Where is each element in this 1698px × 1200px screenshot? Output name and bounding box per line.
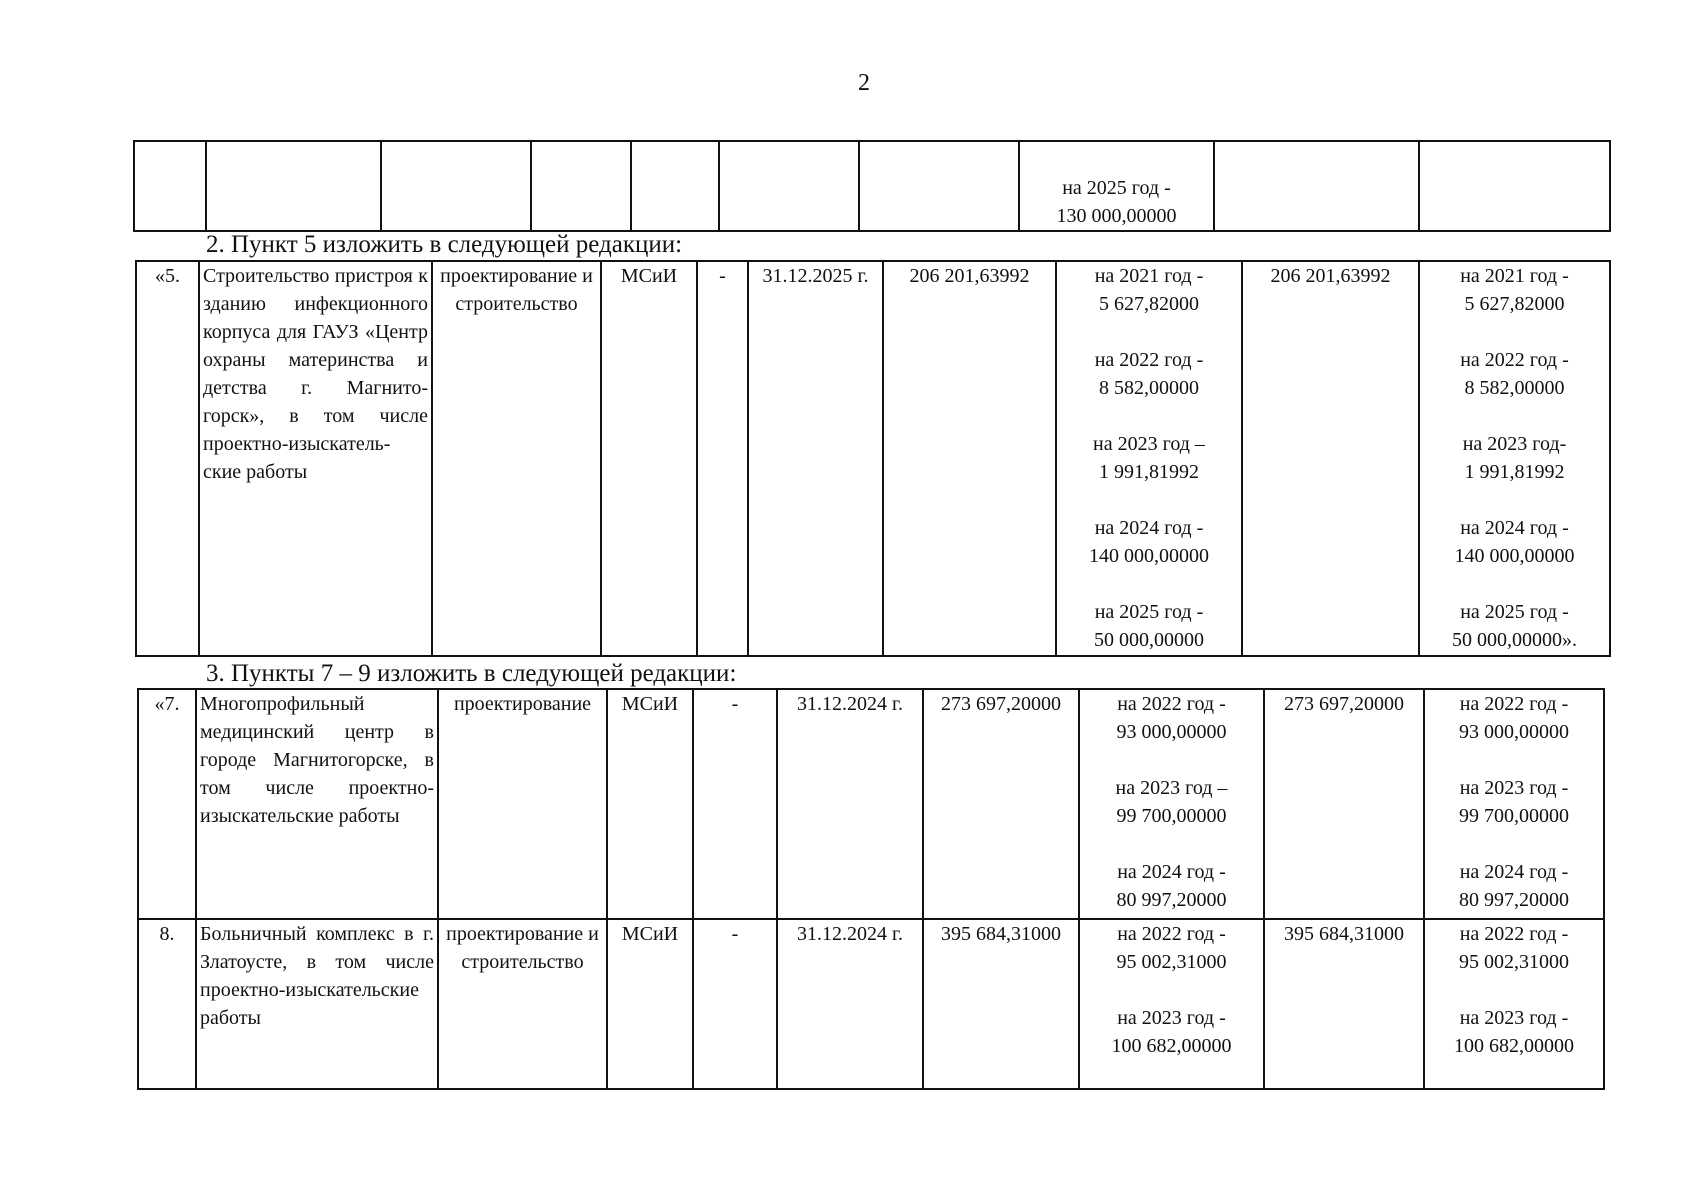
items-7-8-table [137, 688, 1605, 1090]
cost-by-year [1056, 261, 1242, 656]
estimated-cost: 206 201,63992 [883, 261, 1056, 656]
continuation-table [133, 140, 1611, 232]
item-number: «7. [138, 689, 196, 919]
work-type: проектирование и строительство [438, 919, 607, 1089]
year-label: на 2024 год - [1459, 861, 1569, 883]
customer: МСиИ [601, 261, 697, 656]
year-label: на 2024 год - [1117, 861, 1226, 883]
item-number: 8. [138, 919, 196, 1089]
year-label: на 2022 год - [1117, 923, 1226, 945]
deadline: 31.12.2024 г. [777, 689, 923, 919]
year-value: 8 582,00000 [1099, 377, 1199, 399]
year-label: на 2022 год - [1459, 693, 1569, 715]
year-label: на 2021 год - [1094, 265, 1204, 287]
year-label: на 2022 год - [1094, 349, 1204, 371]
year-label: на 2023 год- [1462, 433, 1567, 455]
customer: МСиИ [607, 689, 693, 919]
year-label: на 2025 год - [1460, 601, 1569, 623]
table-row [136, 261, 1610, 656]
year-label: на 2023 год - [1117, 1007, 1226, 1029]
funding-by-year [1424, 689, 1604, 919]
year-label: на 2023 год – [1093, 433, 1205, 455]
year-value: 1 991,81992 [1099, 461, 1199, 483]
year-label: на 2021 год - [1460, 265, 1569, 287]
year-value: 50 000,00000 [1094, 629, 1204, 651]
year-value: 8 582,00000 [1464, 377, 1565, 399]
year-label: на 2024 год - [1094, 517, 1204, 539]
paragraph-2-heading: 2. Пункт 5 изложить в следующей редакции: [206, 231, 683, 258]
funding-by-year [1419, 261, 1610, 656]
year-value: 95 002,31000 [1116, 951, 1227, 973]
year-value: 1 991,81992 [1464, 461, 1565, 483]
table-row [134, 141, 1610, 231]
year-value: 140 000,00000 [1089, 545, 1209, 567]
year-value: 93 000,00000 [1459, 721, 1569, 743]
year-value: 50 000,00000». [1452, 629, 1577, 651]
work-type: проектирование [438, 689, 607, 919]
year-value: 5 627,82000 [1464, 293, 1565, 315]
year-value: 100 682,00000 [1454, 1035, 1574, 1057]
year-value: 80 997,20000 [1116, 889, 1227, 911]
year-value: 93 000,00000 [1116, 721, 1227, 743]
work-type: проектирование и строительство [432, 261, 601, 656]
item-5-table [135, 260, 1611, 657]
year-label: на 2023 год – [1115, 777, 1228, 799]
year-label: на 2025 год - [1094, 601, 1204, 623]
funding-by-year [1424, 919, 1604, 1089]
year-value: 100 682,00000 [1111, 1035, 1232, 1057]
deadline: 31.12.2024 г. [777, 919, 923, 1089]
table-row [138, 919, 1604, 1089]
year-label: на 2023 год - [1459, 1007, 1569, 1029]
dash-cell: - [697, 261, 748, 656]
cost-by-year [1079, 689, 1264, 919]
year-amount-cell: на 2025 год - 130 000,00000 [1019, 141, 1214, 231]
object-name: Больничный комплекс в г. Златоусте, в том числе проектно-изыскательские работы [196, 919, 438, 1089]
estimated-cost: 273 697,20000 [923, 689, 1079, 919]
year-value: 95 002,31000 [1459, 951, 1569, 973]
year-value: 80 997,20000 [1459, 889, 1569, 911]
table-row [138, 689, 1604, 919]
object-name: Многопрофильный медицинский центр в городе Магнитогорске, в том числе проектно-изыскательские работы [196, 689, 438, 919]
year-value: 5 627,82000 [1099, 293, 1199, 315]
total-amount: 206 201,63992 [1242, 261, 1419, 656]
year-label: на 2022 год - [1460, 349, 1569, 371]
deadline: 31.12.2025 г. [748, 261, 883, 656]
total-amount: 273 697,20000 [1264, 689, 1424, 919]
customer: МСиИ [607, 919, 693, 1089]
object-name: Строительство пристроя к зданию инфекционного корпуса для ГАУЗ «Центр охраны материнства и детства г. Магнито-горск», в том числе проектно-изыскатель-ские работы [199, 261, 432, 656]
dash-cell: - [693, 689, 777, 919]
year-value: 99 700,00000 [1459, 805, 1569, 827]
page-number: 2 [858, 70, 870, 96]
year-label: на 2022 год - [1117, 693, 1226, 715]
paragraph-3-heading: 3. Пункты 7 – 9 изложить в следующей редакции: [206, 660, 737, 687]
year-value: 140 000,00000 [1454, 545, 1575, 567]
item-number: «5. [136, 261, 199, 656]
cost-by-year [1079, 919, 1264, 1089]
year-label: на 2022 год - [1459, 923, 1569, 945]
year-value: 99 700,00000 [1116, 805, 1227, 827]
estimated-cost: 395 684,31000 [923, 919, 1079, 1089]
total-amount: 395 684,31000 [1264, 919, 1424, 1089]
dash-cell: - [693, 919, 777, 1089]
year-label: на 2024 год - [1460, 517, 1569, 539]
year-label: на 2023 год - [1459, 777, 1569, 799]
